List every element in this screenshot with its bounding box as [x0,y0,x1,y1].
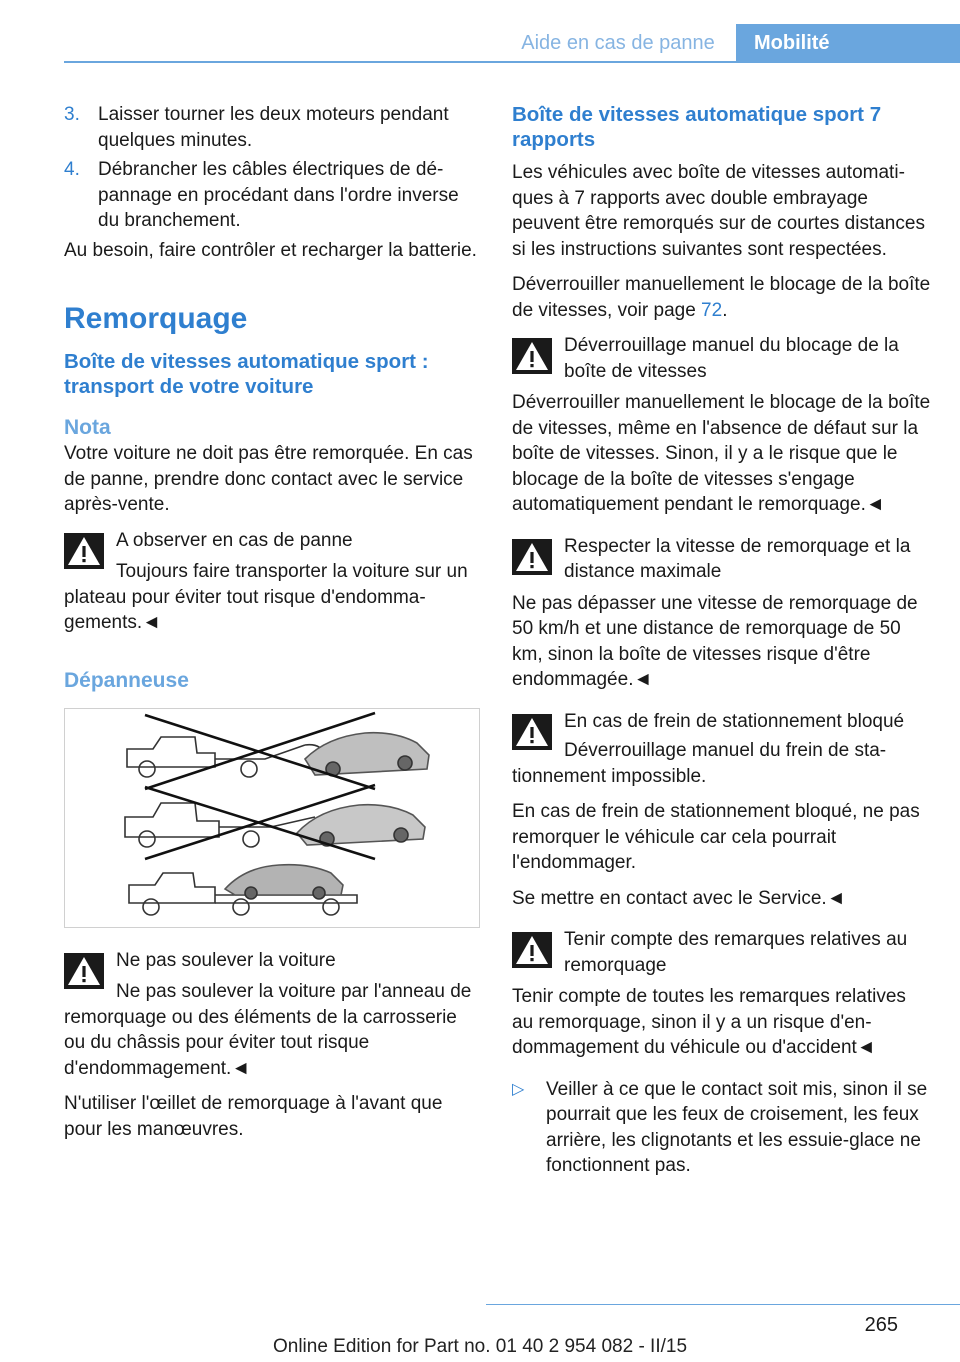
warning-block [512,333,932,384]
warning-icon [512,932,552,968]
step-text: Débrancher les câbles électriques de dépannage en procédant dans l'ordre inverse du branchement. [98,159,459,231]
warning-text: Ne pas soulever la voiture par l'anneau de remorquage ou des éléments de la carrosserie ou du châssis pour éviter tout risque d'endommagement.◄ [64,981,472,1079]
subsection-heading: Boîte de vitesses automatique sport 7 rapports [512,103,882,151]
warning-icon [512,714,552,750]
page-link[interactable]: 72 [701,299,723,321]
left-column [64,102,482,1152]
header-section-tab[interactable]: Aide en cas de panne [521,31,715,54]
warning-title: Tenir compte des remarques relatives au remorquage [564,929,908,976]
warning-text: Ne pas dépasser une vitesse de remorquage de 50 km/h et une distance de remorquage de 50 km, sinon la boîte de vitesses risque d'être endommagée.◄ [512,592,918,690]
warning-title: A observer en cas de panne [116,529,353,551]
warning-title: Respecter la vitesse de remorquage et la distance maximale [564,535,911,582]
tow-truck-drawing [65,709,479,927]
nota-text: Votre voiture ne doit pas être remorquée. En cas de panne, prendre donc contact avec le service après-vente. [64,443,473,515]
right-column [512,102,932,1179]
bullet-item [512,1077,932,1179]
warning-text: Tenir compte de toutes les remarques relatives au remorquage, sinon il y a un risque d'endommagement du véhicule ou d'accident◄ [512,986,906,1058]
subsection-heading: Boîte de vitesses automatique sport : transport de votre voiture [64,350,429,398]
nota-title: Nota [64,416,111,439]
unlock-text-end: . [722,299,728,321]
footer-rule [486,1304,960,1305]
footer-edition: Online Edition for Part no. 01 40 2 954 082 - II/15 [272,1336,688,1357]
warning-block [64,948,482,974]
warning-icon [512,338,552,374]
towing-eye-paragraph: N'utiliser l'œillet de remorquage à l'avant que pour les manœuvres. [64,1093,443,1140]
bullet-text: Veiller à ce que le contact soit mis, sinon il se pourrait que les feux de croisement, les feux arrière, les clignotants et les essuie-glace ne fonctionnent pas. [546,1078,928,1176]
depanneuse-title: Dépanneuse [64,668,189,692]
page-number: 265 [864,1314,898,1336]
header-chapter-tab[interactable]: Mobilité [736,24,960,62]
warning-block [512,534,932,585]
step-number: 4. [64,159,80,180]
warning-title: Ne pas soulever la voiture [116,949,336,971]
warning-icon [64,953,104,989]
battery-paragraph: Au besoin, faire contrôler et recharger la batterie. [64,239,477,261]
warning-title: En cas de frein de stationnement bloqué [564,710,905,732]
warning-icon [64,533,104,569]
warning-title: Déverrouillage manuel du blocage de la boîte de vitesses [564,335,899,382]
warning-text: Déverrouillage manuel du frein de stationnement impossible. [512,740,887,787]
unlock-paragraph [512,272,932,323]
step-text: Laisser tourner les deux moteurs pendant quelques minutes. [98,104,449,151]
step-item [64,157,482,234]
header-rule [64,61,960,63]
step-item [64,102,482,153]
step-number: 3. [64,104,80,125]
warning-text: Toujours faire transporter la voiture sur un plateau pour éviter tout risque d'endommagements.◄ [64,561,468,633]
warning-icon [512,539,552,575]
warning-block [512,927,932,978]
warning-block [512,709,932,735]
bullet-marker: ▷ [512,1080,525,1098]
warning-block [64,528,482,554]
tow-truck-illustration [64,708,480,928]
warning-text: Déverrouiller manuellement le blocage de la boîte de vitesses, même en l'absence de défaut sur la boîte de vitesses. Sinon, il y a le risque que le blocage de la boîte de vitesses s'engage automatiquement pendant le remorquage.◄ [512,392,931,515]
unlock-text: Déverrouiller manuellement le blocage de la boîte de vitesses, voir page [512,274,931,321]
intro-paragraph: Les véhicules avec boîte de vitesses automatiques à 7 rapports avec double embrayage peuvent être remorqués sur de courtes distances si les instructions suivantes sont respectées. [512,162,925,260]
section-heading: Remorquage [64,302,248,335]
warning-text: Se mettre en contact avec le Service.◄ [512,887,846,909]
warning-text: En cas de frein de stationnement bloqué, ne pas remorquer le véhicule car cela pourrait l'endommager. [512,801,920,873]
